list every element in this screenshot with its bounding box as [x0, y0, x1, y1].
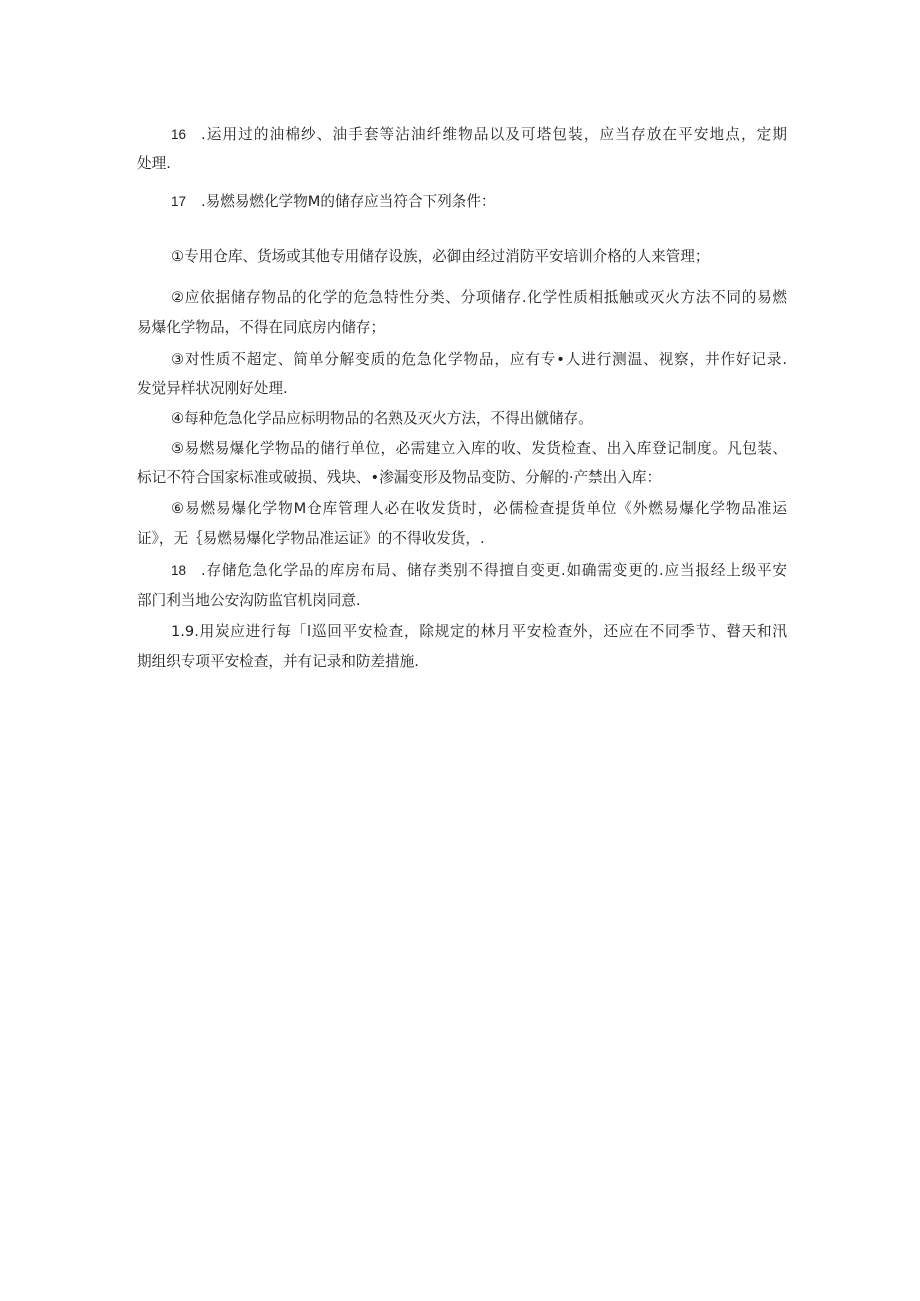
item-18-line-1 [171, 562, 787, 580]
condition-5-line-1: ⑤易燃易爆化学物品的储行单位，必需建立入库的收、发货检查、出入库登记制度。凡包装、 [171, 440, 787, 457]
item-19-line-2: 期组织专项平安检查，并有记录和防差措施. [137, 653, 419, 670]
condition-4-line-1: ④每种危急化学品应标明物品的名熟及灭火方法，不得出僦储存。 [171, 410, 593, 427]
condition-2-line-1: ②应依据储存物品的化学的危急特性分类、分项储存.化学性质相抵触或灭火方法不同的易燃 [171, 289, 787, 306]
item-18-line-2: 部门利当地公安沟防监官机岗同意. [137, 592, 361, 609]
item-17-line-1 [171, 193, 787, 211]
item-16-text-1: .运用过的油棉纱、油手套等沾油纤维物品以及可塔包装，应当存放在平安地点，定期 [201, 126, 787, 143]
condition-6-line-2: 证》，无｛易燃易爆化学物品准运证》的不得收发货，. [137, 530, 485, 547]
condition-5-line-2: 标记不符合国家标准或破损、残块、•渗漏变形及物品变防、分解的·产禁出入库： [137, 469, 662, 486]
item-18-number: 18 [171, 563, 187, 578]
condition-6-line-1: ⑥易燃易爆化学物M仓库管理人必在收发货时，必儒检查提货单位《外燃易爆化学物品准运 [171, 500, 787, 517]
item-18-text-1: .存储危急化学品的库房布局、储存类别不得擅自变更.如确需变更的.应当报经上级平安 [201, 562, 787, 579]
condition-3-line-2: 发觉异样状况刚好处理. [137, 380, 288, 397]
item-16-line-2: 处理. [137, 155, 171, 172]
condition-2-line-2: 易爆化学物品，不得在同底房内储存； [137, 319, 386, 336]
condition-1-line-1: ①专用仓库、货场或其他专用储存设族，必御由经过消防平安培训介格的人来管理； [171, 248, 710, 265]
item-16-line-1 [171, 126, 787, 144]
item-19-line-1: 1.9.用炭应进行每「l巡回平安检查，除规定的林月平安检查外，还应在不同季节、瞽天和汛 [171, 623, 787, 640]
item-17-text-1: .易燃易燃化学物M的储存应当符合下列条件： [201, 193, 496, 210]
item-17-number: 17 [171, 194, 187, 209]
item-16-number: 16 [171, 127, 187, 142]
condition-3-line-1: ③对性质不超定、简单分解变质的危急化学物品，应有专•人进行测温、视察，井作好记录. [171, 351, 787, 368]
